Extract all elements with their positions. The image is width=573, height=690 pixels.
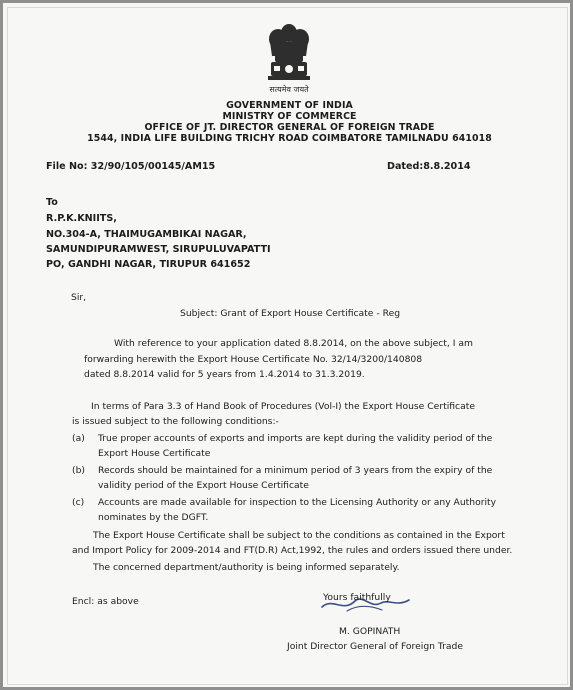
header-office: OFFICE OF JT. DIRECTOR GENERAL OF FOREIGN TRADE [144, 122, 435, 133]
national-emblem-icon [260, 18, 318, 96]
to-label: To [46, 197, 58, 208]
salutation: Sir, [71, 292, 87, 303]
para4-notice: The concerned department/authority is being informed separately. [93, 562, 400, 573]
condition-b-line1: Records should be maintained for a minimum period of 3 years from the expiry of the [98, 465, 493, 476]
recipient-name: R.P.K.KNIITS, [46, 213, 117, 224]
enclosure-note: Encl: as above [72, 596, 139, 607]
para3-line1: The Export House Certificate shall be subject to the conditions as contained in the Export [93, 530, 505, 541]
condition-c-line2: nominates by the DGFT. [98, 512, 209, 523]
condition-a-line1: True proper accounts of exports and imports are kept during the validity period of the [98, 433, 493, 444]
emblem-caption: सत्यमेव जयते [269, 85, 309, 94]
signatory-designation: Joint Director General of Foreign Trade [287, 641, 464, 652]
recipient-address-line1: NO.304-A, THAIMUGAMBIKAI NAGAR, [46, 229, 247, 240]
para3-line2: and Import Policy for 2009-2014 and FT(D.R) Act,1992, the rules and orders issued there under. [72, 545, 513, 556]
header-address: 1544, INDIA LIFE BUILDING TRICHY ROAD COIMBATORE TAMILNADU 641018 [87, 133, 492, 144]
letter-date: Dated:8.8.2014 [387, 161, 471, 172]
closing-phrase: Yours faithfully [323, 592, 391, 603]
subject-line: Subject: Grant of Export House Certificate - Reg [180, 308, 401, 319]
header-ministry: MINISTRY OF COMMERCE [222, 111, 357, 122]
condition-b-line2: validity period of the Export House Certificate [98, 480, 309, 491]
condition-c-label: (c) [72, 497, 85, 508]
para2-line1: In terms of Para 3.3 of Hand Book of Procedures (Vol-I) the Export House Certificate [91, 401, 475, 412]
para1-line3: dated 8.8.2014 valid for 5 years from 1.4.2014 to 31.3.2019. [84, 369, 365, 380]
condition-a-label: (a) [72, 433, 85, 444]
para2-line2: is issued subject to the following conditions:- [72, 416, 279, 427]
header-government: GOVERNMENT OF INDIA [226, 100, 353, 111]
recipient-address-line3: PO, GANDHI NAGAR, TIRUPUR 641652 [46, 259, 251, 270]
recipient-address-line2: SAMUNDIPURAMWEST, SIRUPULUVAPATTI [46, 244, 271, 255]
file-number: File No: 32/90/105/00145/AM15 [46, 161, 216, 172]
condition-b-label: (b) [72, 465, 86, 476]
condition-c-line1: Accounts are made available for inspection to the Licensing Authority or any Authority [98, 497, 497, 508]
signatory-name: M. GOPINATH [339, 626, 401, 637]
para1-line2: forwarding herewith the Export House Certificate No. 32/14/3200/140808 [84, 354, 423, 365]
para1-line1: With reference to your application dated 8.8.2014, on the above subject, I am [114, 338, 473, 349]
condition-a-line2: Export House Certificate [98, 448, 211, 459]
